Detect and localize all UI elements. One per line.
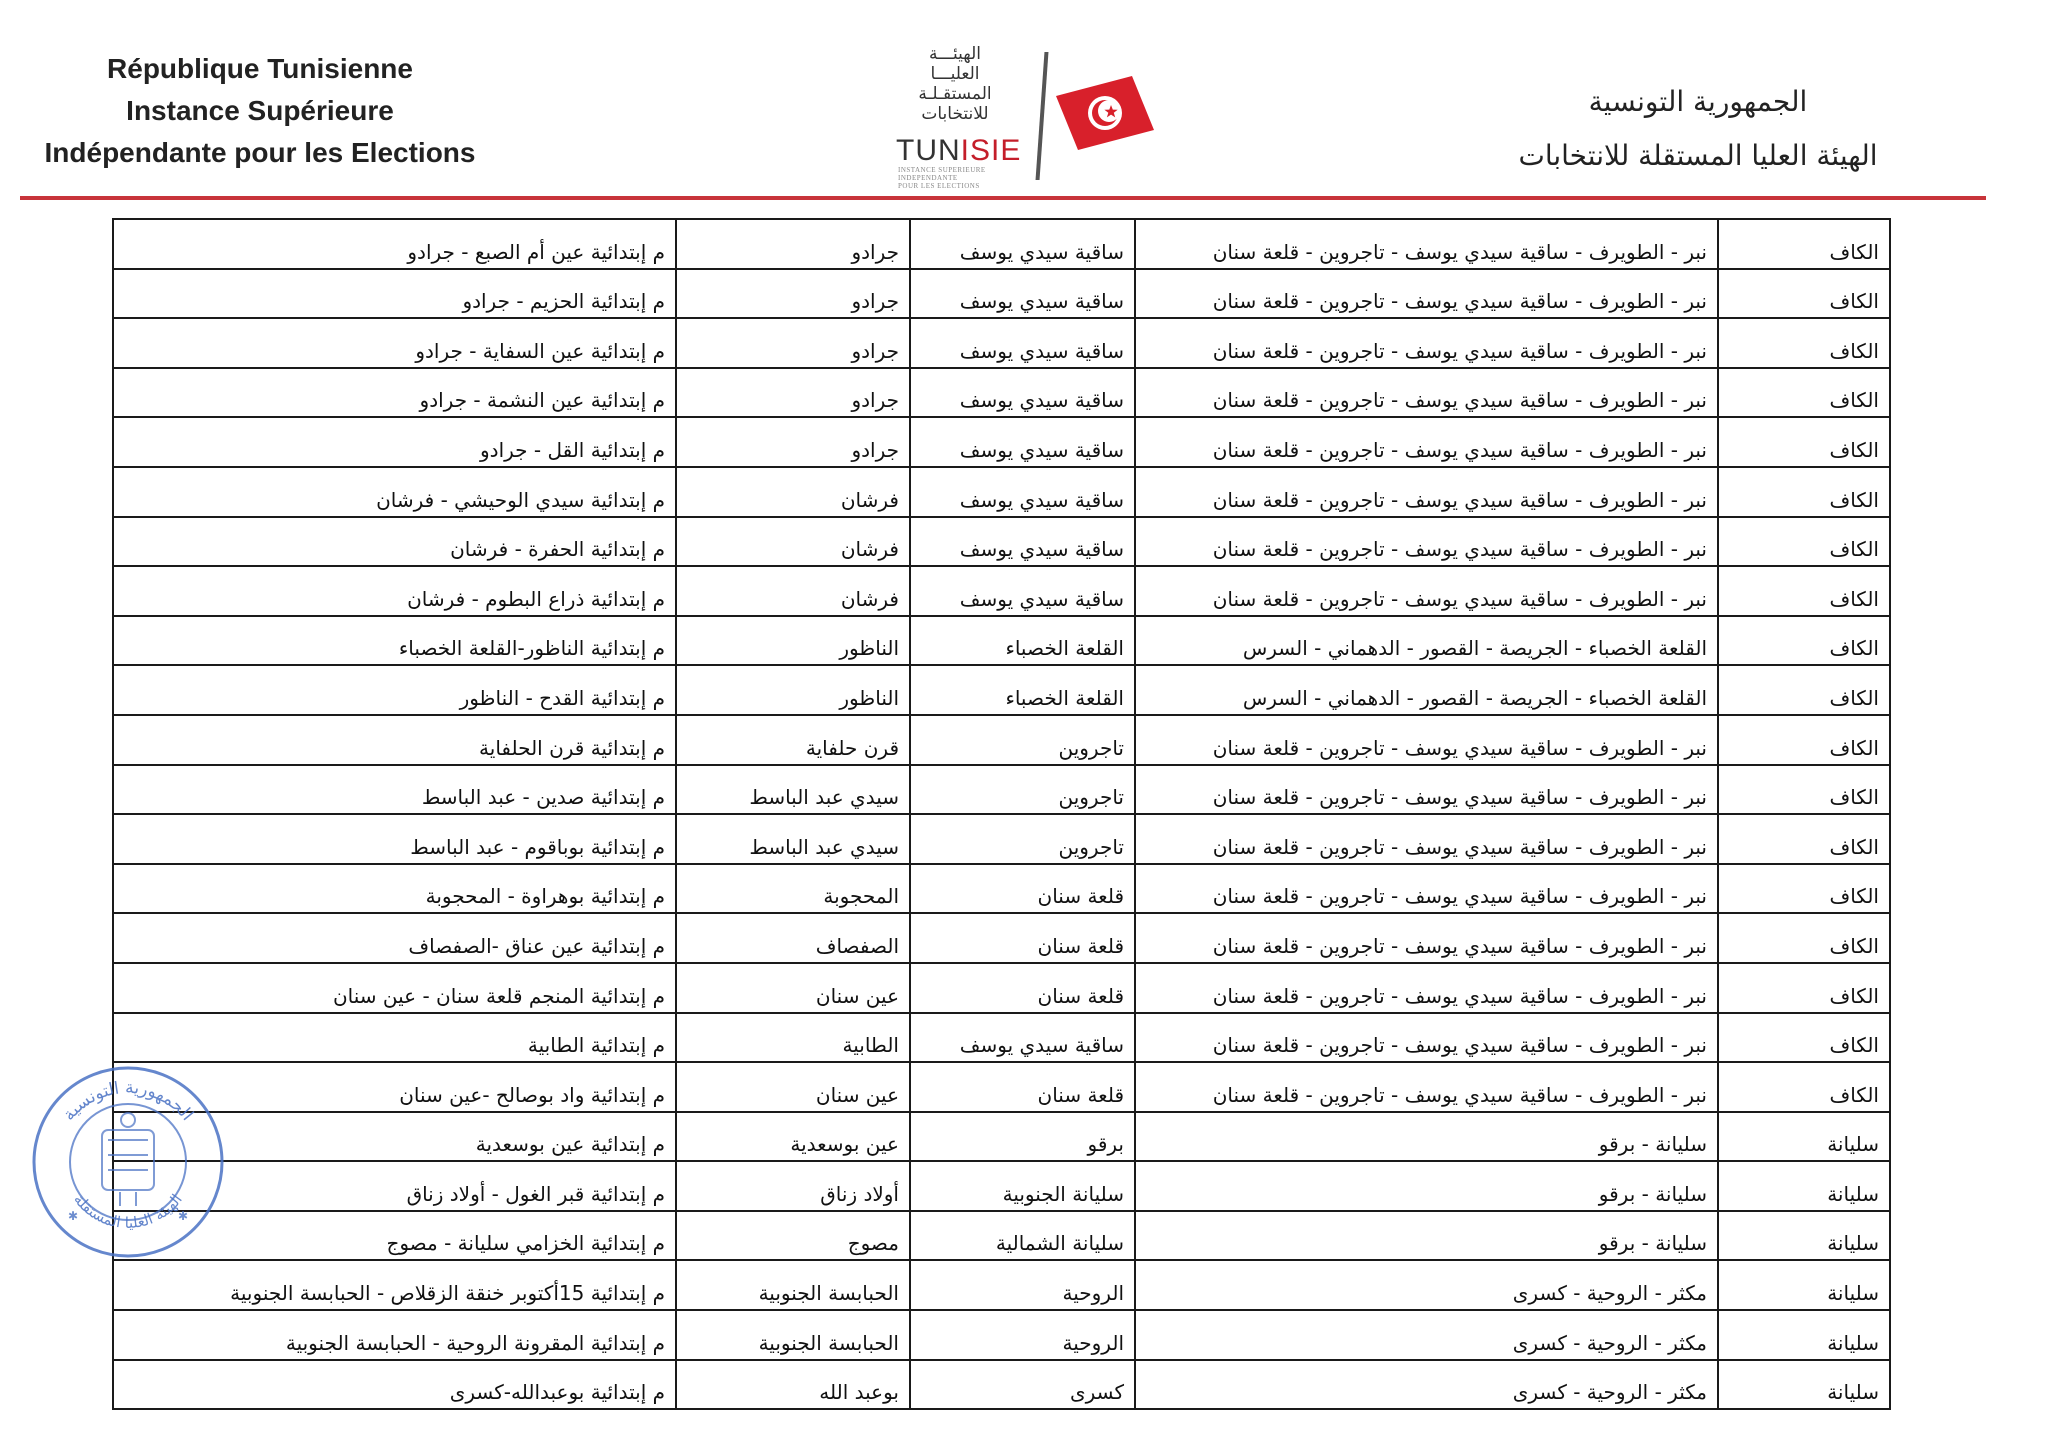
cell-sector: جرادو	[676, 269, 910, 319]
cell-constituency: نبر - الطويرف - ساقية سيدي يوسف - تاجروين - قلعة سنان	[1135, 269, 1718, 319]
cell-polling-center: م إبتدائية المقرونة الروحية - الحبابسة الجنوبية	[113, 1310, 676, 1360]
cell-municipality: قلعة سنان	[910, 864, 1135, 914]
table-row	[113, 269, 1890, 319]
cell-constituency: نبر - الطويرف - ساقية سيدي يوسف - تاجروين - قلعة سنان	[1135, 368, 1718, 418]
cell-constituency: نبر - الطويرف - ساقية سيدي يوسف - تاجروين - قلعة سنان	[1135, 963, 1718, 1013]
cell-polling-center: م إبتدائية واد بوصالح -عين سنان	[113, 1062, 676, 1112]
cell-constituency: مكثر - الروحية - كسرى	[1135, 1310, 1718, 1360]
cell-governorate: الكاف	[1718, 1062, 1890, 1112]
cell-sector: عين بوسعدية	[676, 1112, 910, 1162]
table-row	[113, 566, 1890, 616]
logo-arabic-text	[890, 44, 1020, 124]
logo-subtitle	[898, 166, 1028, 190]
cell-sector: فرشان	[676, 566, 910, 616]
cell-governorate: الكاف	[1718, 219, 1890, 269]
polling-stations-table	[112, 218, 1891, 1410]
cell-municipality: الروحية	[910, 1310, 1135, 1360]
stamp-top-text: الجمهورية التونسية	[59, 1077, 198, 1125]
table-row	[113, 1260, 1890, 1310]
header-divider	[20, 196, 1986, 200]
header-fr-line-2: Instance Supérieure	[126, 95, 394, 126]
cell-municipality: قلعة سنان	[910, 1062, 1135, 1112]
cell-constituency: نبر - الطويرف - ساقية سيدي يوسف - تاجروين - قلعة سنان	[1135, 765, 1718, 815]
cell-polling-center: م إبتدائية سيدي الوحيشي - فرشان	[113, 467, 676, 517]
logo-brand-left: TUN	[896, 134, 961, 167]
logo-sub-line-1: INSTANCE SUPERIEURE	[898, 166, 986, 174]
cell-constituency: نبر - الطويرف - ساقية سيدي يوسف - تاجروين - قلعة سنان	[1135, 417, 1718, 467]
cell-governorate: الكاف	[1718, 963, 1890, 1013]
cell-constituency: نبر - الطويرف - ساقية سيدي يوسف - تاجروين - قلعة سنان	[1135, 715, 1718, 765]
logo-ar-line-3: المستقـلـة	[918, 84, 992, 104]
svg-text:الجمهورية التونسية	[59, 1078, 197, 1125]
cell-constituency: نبر - الطويرف - ساقية سيدي يوسف - تاجروين - قلعة سنان	[1135, 219, 1718, 269]
cell-municipality: تاجروين	[910, 765, 1135, 815]
cell-constituency: سليانة - برقو	[1135, 1112, 1718, 1162]
cell-municipality: ساقية سيدي يوسف	[910, 517, 1135, 567]
table-row	[113, 318, 1890, 368]
cell-constituency: سليانة - برقو	[1135, 1211, 1718, 1261]
cell-polling-center: م إبتدائية قبر الغول - أولاد زناق	[113, 1161, 676, 1211]
cell-sector: سيدي عبد الباسط	[676, 814, 910, 864]
cell-municipality: ساقية سيدي يوسف	[910, 318, 1135, 368]
cell-constituency: سليانة - برقو	[1135, 1161, 1718, 1211]
logo-ar-line-4: للانتخابات	[921, 104, 989, 124]
cell-governorate: سليانة	[1718, 1211, 1890, 1261]
table-row	[113, 219, 1890, 269]
cell-governorate: الكاف	[1718, 368, 1890, 418]
svg-text:✱: ✱	[178, 1209, 189, 1223]
cell-constituency: نبر - الطويرف - ساقية سيدي يوسف - تاجروين - قلعة سنان	[1135, 1062, 1718, 1112]
cell-polling-center: م إبتدائية عين عناق -الصفصاف	[113, 913, 676, 963]
cell-governorate: الكاف	[1718, 665, 1890, 715]
cell-governorate: الكاف	[1718, 616, 1890, 666]
cell-municipality: قلعة سنان	[910, 963, 1135, 1013]
table-row	[113, 368, 1890, 418]
isie-logo	[890, 44, 1160, 190]
cell-constituency: نبر - الطويرف - ساقية سيدي يوسف - تاجروين - قلعة سنان	[1135, 1013, 1718, 1063]
table-row	[113, 616, 1890, 666]
cell-municipality: ساقية سيدي يوسف	[910, 417, 1135, 467]
cell-municipality: سليانة الجنوبية	[910, 1161, 1135, 1211]
table-row	[113, 517, 1890, 567]
cell-constituency: نبر - الطويرف - ساقية سيدي يوسف - تاجروين - قلعة سنان	[1135, 517, 1718, 567]
table-row	[113, 1013, 1890, 1063]
cell-municipality: الروحية	[910, 1260, 1135, 1310]
logo-sub-line-2: INDEPENDANTE	[898, 174, 958, 182]
cell-polling-center: م إبتدائية الحزيم - جرادو	[113, 269, 676, 319]
cell-municipality: القلعة الخصباء	[910, 665, 1135, 715]
cell-governorate: سليانة	[1718, 1310, 1890, 1360]
cell-municipality: كسرى	[910, 1360, 1135, 1410]
svg-text:✱: ✱	[68, 1209, 79, 1223]
table-row	[113, 1310, 1890, 1360]
cell-governorate: سليانة	[1718, 1161, 1890, 1211]
table-row	[113, 1211, 1890, 1261]
cell-sector: جرادو	[676, 219, 910, 269]
table-row	[113, 765, 1890, 815]
cell-municipality: سليانة الشمالية	[910, 1211, 1135, 1261]
cell-governorate: الكاف	[1718, 269, 1890, 319]
table-body	[113, 219, 1890, 1409]
cell-polling-center: م إبتدائية الخزامي سليانة - مصوج	[113, 1211, 676, 1261]
cell-sector: قرن حلفاية	[676, 715, 910, 765]
cell-sector: فرشان	[676, 517, 910, 567]
cell-governorate: الكاف	[1718, 566, 1890, 616]
cell-municipality: برقو	[910, 1112, 1135, 1162]
cell-polling-center: م إبتدائية عين بوسعدية	[113, 1112, 676, 1162]
table-row	[113, 665, 1890, 715]
cell-municipality: ساقية سيدي يوسف	[910, 566, 1135, 616]
cell-sector: الناظور	[676, 616, 910, 666]
cell-constituency: القلعة الخصباء - الجريصة - القصور - الدهماني - السرس	[1135, 616, 1718, 666]
cell-municipality: القلعة الخصباء	[910, 616, 1135, 666]
header-ar-line-1: الجمهورية التونسية	[1588, 85, 1808, 118]
official-stamp	[28, 1060, 228, 1260]
cell-sector: الطابية	[676, 1013, 910, 1063]
svg-text:الهيئة العليا المستقلة	[70, 1190, 189, 1232]
cell-sector: الناظور	[676, 665, 910, 715]
cell-polling-center: م إبتدائية عين السفاية - جرادو	[113, 318, 676, 368]
cell-polling-center: م إبتدائية 15أكتوبر خنقة الزقلاص - الحبابسة الجنوبية	[113, 1260, 676, 1310]
cell-sector: الحبابسة الجنوبية	[676, 1260, 910, 1310]
cell-sector: عين سنان	[676, 963, 910, 1013]
table-row	[113, 1062, 1890, 1112]
cell-governorate: سليانة	[1718, 1112, 1890, 1162]
cell-sector: الصفصاف	[676, 913, 910, 963]
cell-polling-center: م إبتدائية عين النشمة - جرادو	[113, 368, 676, 418]
cell-sector: جرادو	[676, 318, 910, 368]
logo-ar-line-2: العليـــا	[930, 64, 980, 84]
table-row	[113, 963, 1890, 1013]
cell-constituency: نبر - الطويرف - ساقية سيدي يوسف - تاجروين - قلعة سنان	[1135, 814, 1718, 864]
cell-municipality: تاجروين	[910, 814, 1135, 864]
logo-sub-line-3: POUR LES ELECTIONS	[898, 182, 980, 190]
cell-sector: سيدي عبد الباسط	[676, 765, 910, 815]
cell-constituency: مكثر - الروحية - كسرى	[1135, 1360, 1718, 1410]
header-french	[40, 48, 480, 174]
header-fr-line-3: Indépendante pour les Elections	[44, 137, 476, 168]
cell-polling-center: م إبتدائية عين أم الصبع - جرادو	[113, 219, 676, 269]
cell-constituency: نبر - الطويرف - ساقية سيدي يوسف - تاجروين - قلعة سنان	[1135, 913, 1718, 963]
cell-sector: المحجوبة	[676, 864, 910, 914]
cell-sector: فرشان	[676, 467, 910, 517]
cell-sector: جرادو	[676, 417, 910, 467]
cell-constituency: نبر - الطويرف - ساقية سيدي يوسف - تاجروين - قلعة سنان	[1135, 318, 1718, 368]
table-row	[113, 814, 1890, 864]
cell-municipality: قلعة سنان	[910, 913, 1135, 963]
table-row	[113, 467, 1890, 517]
cell-constituency: القلعة الخصباء - الجريصة - القصور - الدهماني - السرس	[1135, 665, 1718, 715]
cell-constituency: نبر - الطويرف - ساقية سيدي يوسف - تاجروين - قلعة سنان	[1135, 467, 1718, 517]
cell-municipality: ساقية سيدي يوسف	[910, 1013, 1135, 1063]
cell-governorate: الكاف	[1718, 517, 1890, 567]
logo-divider	[1036, 52, 1049, 180]
cell-governorate: الكاف	[1718, 417, 1890, 467]
cell-governorate: الكاف	[1718, 913, 1890, 963]
header-ar-line-2: الهيئة العليا المستقلة للانتخابات	[1518, 139, 1878, 172]
cell-governorate: الكاف	[1718, 864, 1890, 914]
cell-municipality: ساقية سيدي يوسف	[910, 368, 1135, 418]
cell-polling-center: م إبتدائية صدين - عبد الباسط	[113, 765, 676, 815]
cell-polling-center: م إبتدائية بوهراوة - المحجوبة	[113, 864, 676, 914]
cell-governorate: الكاف	[1718, 467, 1890, 517]
table-row	[113, 1360, 1890, 1410]
cell-polling-center: م إبتدائية القدح - الناظور	[113, 665, 676, 715]
cell-polling-center: م إبتدائية بوباقوم - عبد الباسط	[113, 814, 676, 864]
cell-sector: الحبابسة الجنوبية	[676, 1310, 910, 1360]
logo-brand	[896, 134, 1021, 168]
cell-polling-center: م إبتدائية الطابية	[113, 1013, 676, 1063]
cell-polling-center: م إبتدائية القل - جرادو	[113, 417, 676, 467]
cell-governorate: سليانة	[1718, 1360, 1890, 1410]
table-row	[113, 864, 1890, 914]
cell-polling-center: م إبتدائية ذراع البطوم - فرشان	[113, 566, 676, 616]
tunisia-flag-icon	[1048, 74, 1156, 154]
cell-polling-center: م إبتدائية قرن الحلفاية	[113, 715, 676, 765]
cell-polling-center: م إبتدائية بوعبدالله-كسرى	[113, 1360, 676, 1410]
logo-ar-line-1: الهيئـــة	[928, 44, 982, 64]
cell-polling-center: م إبتدائية المنجم قلعة سنان - عين سنان	[113, 963, 676, 1013]
cell-sector: أولاد زناق	[676, 1161, 910, 1211]
table-row	[113, 1112, 1890, 1162]
cell-constituency: نبر - الطويرف - ساقية سيدي يوسف - تاجروين - قلعة سنان	[1135, 864, 1718, 914]
cell-constituency: نبر - الطويرف - ساقية سيدي يوسف - تاجروين - قلعة سنان	[1135, 566, 1718, 616]
table-row	[113, 715, 1890, 765]
cell-sector: عين سنان	[676, 1062, 910, 1112]
cell-sector: مصوج	[676, 1211, 910, 1261]
cell-sector: جرادو	[676, 368, 910, 418]
cell-municipality: تاجروين	[910, 715, 1135, 765]
logo-brand-right: ISIE	[960, 134, 1022, 167]
cell-municipality: ساقية سيدي يوسف	[910, 219, 1135, 269]
cell-municipality: ساقية سيدي يوسف	[910, 269, 1135, 319]
cell-municipality: ساقية سيدي يوسف	[910, 467, 1135, 517]
cell-governorate: الكاف	[1718, 318, 1890, 368]
cell-governorate: سليانة	[1718, 1260, 1890, 1310]
cell-governorate: الكاف	[1718, 715, 1890, 765]
cell-governorate: الكاف	[1718, 765, 1890, 815]
table-row	[113, 913, 1890, 963]
table-row	[113, 417, 1890, 467]
cell-sector: بوعبد الله	[676, 1360, 910, 1410]
cell-constituency: مكثر - الروحية - كسرى	[1135, 1260, 1718, 1310]
table-row	[113, 1161, 1890, 1211]
cell-governorate: الكاف	[1718, 814, 1890, 864]
header-arabic	[1438, 75, 1958, 183]
stamp-bottom-text: الهيئة العليا المستقلة	[70, 1190, 186, 1232]
cell-governorate: الكاف	[1718, 1013, 1890, 1063]
cell-polling-center: م إبتدائية الحفرة - فرشان	[113, 517, 676, 567]
header-fr-line-1: République Tunisienne	[107, 53, 413, 84]
cell-polling-center: م إبتدائية الناظور-القلعة الخصباء	[113, 616, 676, 666]
